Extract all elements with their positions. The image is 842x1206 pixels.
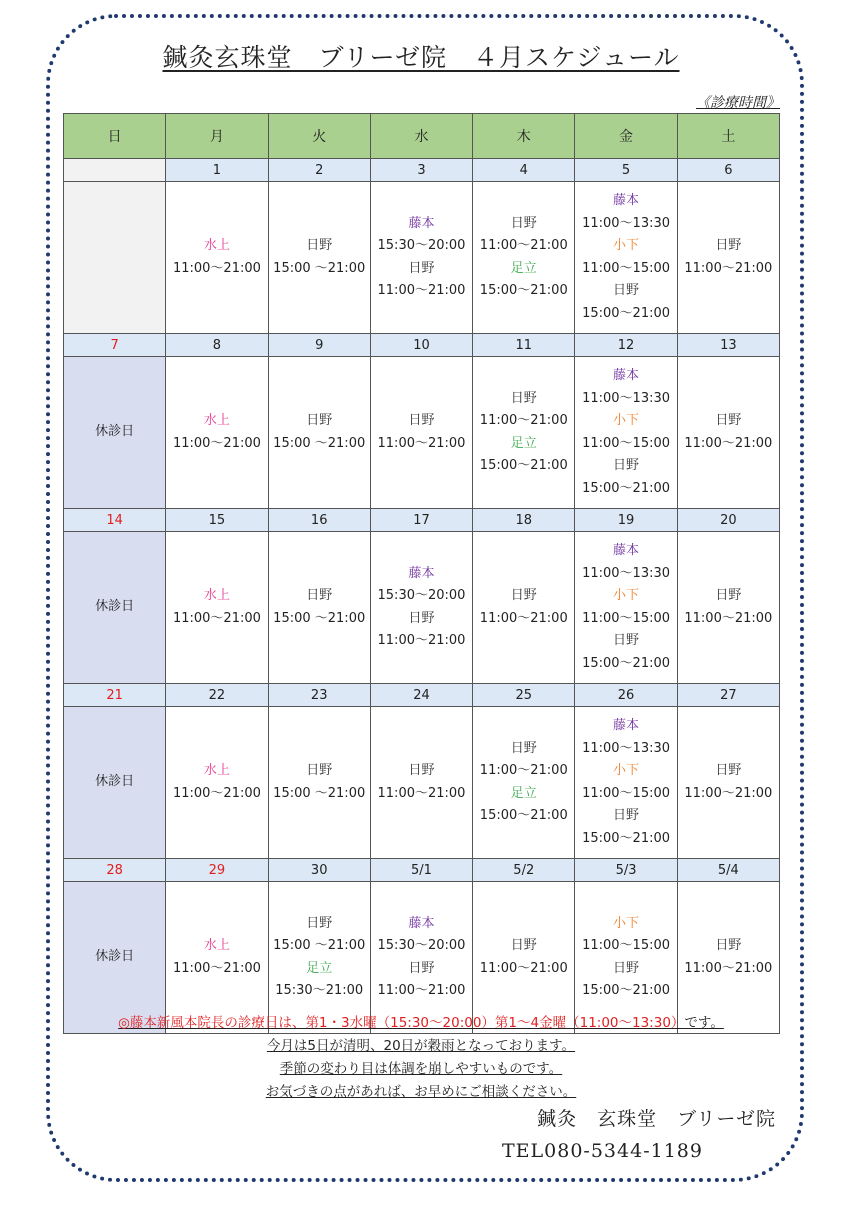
schedule-cell xyxy=(64,707,166,859)
practitioner-name: 日野 xyxy=(715,413,742,428)
practitioner-name: 日野 xyxy=(306,413,333,428)
notes xyxy=(0,1012,842,1104)
note-lead: ◎藤本新風本院長の診療日は、 xyxy=(118,1015,306,1031)
schedule-cell xyxy=(473,882,575,1034)
date-cell: 27 xyxy=(677,684,779,707)
practitioner-name: 足立 xyxy=(510,785,537,801)
practitioner-name: 日野 xyxy=(510,740,537,756)
schedule-cell xyxy=(473,357,575,509)
practice-time: 11:00～21:00 xyxy=(479,238,568,253)
practitioner-name: 日野 xyxy=(306,763,333,778)
practice-time: 11:00～15:00 xyxy=(582,785,671,801)
practice-time: 11:00～21:00 xyxy=(684,435,773,451)
practice-time: 11:00～21:00 xyxy=(172,435,261,451)
schedule-cell xyxy=(575,182,677,334)
schedule-cell xyxy=(64,357,166,509)
practitioner-name: 日野 xyxy=(613,808,640,823)
schedule-cell xyxy=(166,182,268,334)
schedule-cell xyxy=(473,182,575,334)
note-schedule: 第1・3水曜（15:30～20:00）第1～4金曜（11:00～13:30） xyxy=(305,1015,685,1031)
schedule-table xyxy=(63,113,780,1034)
practice-time: 11:00～15:00 xyxy=(582,610,671,626)
date-cell: 4 xyxy=(473,159,575,182)
date-row xyxy=(64,509,780,532)
practitioner-name: 日野 xyxy=(510,390,537,406)
date-cell: 18 xyxy=(473,509,575,532)
schedule-cell xyxy=(575,882,677,1034)
practice-time: 15:00～21:00 xyxy=(582,983,671,998)
practice-time: 11:00～21:00 xyxy=(479,763,568,778)
schedule-cell xyxy=(268,182,370,334)
schedule-cell xyxy=(268,707,370,859)
date-cell: 5/1 xyxy=(370,859,472,882)
date-cell: 23 xyxy=(268,684,370,707)
schedule-cell xyxy=(166,882,268,1034)
practice-time: 15:00～21:00 xyxy=(479,458,568,473)
practice-time: 15:00 ～21:00 xyxy=(273,260,366,276)
practice-time: 15:00 ～21:00 xyxy=(273,435,366,451)
practice-time: 15:30～20:00 xyxy=(377,938,466,953)
practice-time: 15:30～21:00 xyxy=(275,983,364,998)
practitioner-name: 日野 xyxy=(613,458,640,473)
practitioner-name: 藤本 xyxy=(408,565,435,581)
practice-time: 15:00～21:00 xyxy=(582,480,671,496)
telephone: TEL080-5344-1189 xyxy=(502,1140,703,1162)
schedule-cell xyxy=(677,882,779,1034)
practitioner-name: 日野 xyxy=(408,413,435,428)
practitioner-name: 日野 xyxy=(510,938,537,953)
closed-label: 休診日 xyxy=(95,774,135,790)
weekday-header: 日 xyxy=(64,114,166,159)
date-cell: 7 xyxy=(64,334,166,357)
schedule-cell xyxy=(575,357,677,509)
practice-time: 11:00～13:30 xyxy=(582,390,671,406)
date-cell: 22 xyxy=(166,684,268,707)
practitioner-name: 水上 xyxy=(203,413,230,428)
weekday-header: 火 xyxy=(268,114,370,159)
schedule-cell xyxy=(64,532,166,684)
closed-label: 休診日 xyxy=(95,599,135,615)
schedule-row xyxy=(64,182,780,334)
schedule-row xyxy=(64,532,780,684)
date-cell: 1 xyxy=(166,159,268,182)
weekday-header: 土 xyxy=(677,114,779,159)
practice-time: 11:00～21:00 xyxy=(377,785,466,801)
schedule-cell xyxy=(64,882,166,1034)
date-cell xyxy=(64,159,166,182)
practice-time: 11:00～15:00 xyxy=(582,260,671,276)
date-row xyxy=(64,859,780,882)
date-cell: 13 xyxy=(677,334,779,357)
date-cell: 26 xyxy=(575,684,677,707)
schedule-cell xyxy=(268,532,370,684)
practice-time: 15:30～20:00 xyxy=(377,588,466,603)
practitioner-name: 藤本 xyxy=(408,915,435,931)
practice-time: 11:00～21:00 xyxy=(684,260,773,276)
schedule-cell xyxy=(166,532,268,684)
date-cell: 29 xyxy=(166,859,268,882)
schedule-cell xyxy=(677,532,779,684)
clinic-signature: 鍼灸 玄珠堂 ブリーゼ院 xyxy=(537,1108,776,1130)
weekday-header: 水 xyxy=(370,114,472,159)
practice-time: 11:00～13:30 xyxy=(582,565,671,581)
practice-time: 11:00～21:00 xyxy=(377,283,466,298)
date-cell: 8 xyxy=(166,334,268,357)
practice-time: 15:30～20:00 xyxy=(377,238,466,253)
schedule-cell xyxy=(268,882,370,1034)
practice-time: 15:00 ～21:00 xyxy=(273,610,366,626)
practitioner-name: 日野 xyxy=(510,588,537,603)
practitioner-name: 日野 xyxy=(408,763,435,778)
schedule-cell xyxy=(473,532,575,684)
schedule-row xyxy=(64,357,780,509)
practice-time: 11:00～13:30 xyxy=(582,740,671,756)
date-cell: 5 xyxy=(575,159,677,182)
date-cell: 25 xyxy=(473,684,575,707)
practitioner-name: 小下 xyxy=(613,915,640,931)
practitioner-name: 日野 xyxy=(715,238,742,253)
schedule-cell xyxy=(677,707,779,859)
practice-time: 11:00～21:00 xyxy=(377,435,466,451)
note-line-3: 季節の変わり目は体調を崩しやすいものです。 xyxy=(279,1061,563,1077)
schedule-cell xyxy=(575,707,677,859)
practice-time: 11:00～21:00 xyxy=(172,960,261,976)
note-line-2: 今月は5日が清明、20日が穀雨となっております。 xyxy=(266,1038,576,1054)
practitioner-name: 藤本 xyxy=(613,718,640,733)
closed-label: 休診日 xyxy=(95,949,135,965)
schedule-row xyxy=(64,707,780,859)
practice-time: 15:00～21:00 xyxy=(479,808,568,823)
date-cell: 10 xyxy=(370,334,472,357)
practitioner-name: 小下 xyxy=(613,413,640,428)
practitioner-name: 小下 xyxy=(613,588,640,603)
date-cell: 30 xyxy=(268,859,370,882)
schedule-row xyxy=(64,882,780,1034)
weekday-header: 月 xyxy=(166,114,268,159)
practitioner-name: 日野 xyxy=(408,960,435,976)
practitioner-name: 日野 xyxy=(510,215,537,231)
practitioner-name: 藤本 xyxy=(613,543,640,558)
practice-time: 15:00～21:00 xyxy=(479,283,568,298)
closed-label: 休診日 xyxy=(95,424,135,440)
schedule-cell xyxy=(370,532,472,684)
practitioner-name: 足立 xyxy=(306,960,333,976)
date-cell: 19 xyxy=(575,509,677,532)
date-cell: 28 xyxy=(64,859,166,882)
weekday-header: 金 xyxy=(575,114,677,159)
date-cell: 11 xyxy=(473,334,575,357)
practitioner-name: 水上 xyxy=(203,938,230,953)
practitioner-name: 足立 xyxy=(510,435,537,451)
hours-label: 《診療時間》 xyxy=(696,95,780,111)
schedule-cell xyxy=(268,357,370,509)
practice-time: 15:00 ～21:00 xyxy=(273,785,366,801)
date-cell: 24 xyxy=(370,684,472,707)
practitioner-name: 藤本 xyxy=(408,215,435,231)
practitioner-name: 水上 xyxy=(203,763,230,778)
date-row xyxy=(64,159,780,182)
practitioner-name: 日野 xyxy=(715,938,742,953)
practice-time: 11:00～15:00 xyxy=(582,435,671,451)
practitioner-name: 日野 xyxy=(408,260,435,276)
practitioner-name: 日野 xyxy=(715,588,742,603)
practice-time: 15:00～21:00 xyxy=(582,305,671,321)
date-row xyxy=(64,684,780,707)
schedule-cell xyxy=(473,707,575,859)
practitioner-name: 足立 xyxy=(510,260,537,276)
schedule-cell xyxy=(677,182,779,334)
date-cell: 6 xyxy=(677,159,779,182)
date-cell: 16 xyxy=(268,509,370,532)
practitioner-name: 日野 xyxy=(306,588,333,603)
practitioner-name: 小下 xyxy=(613,238,640,253)
practitioner-name: 日野 xyxy=(306,915,333,931)
weekday-header: 木 xyxy=(473,114,575,159)
date-cell: 5/3 xyxy=(575,859,677,882)
practice-time: 11:00～21:00 xyxy=(479,960,568,976)
schedule-cell xyxy=(575,532,677,684)
date-cell: 14 xyxy=(64,509,166,532)
note-end: です。 xyxy=(684,1015,724,1031)
schedule-cell xyxy=(370,707,472,859)
note-line-1 xyxy=(0,1012,842,1035)
practice-time: 11:00～21:00 xyxy=(479,610,568,626)
date-cell: 9 xyxy=(268,334,370,357)
practitioner-name: 日野 xyxy=(408,610,435,626)
practitioner-name: 日野 xyxy=(613,960,640,976)
date-cell: 21 xyxy=(64,684,166,707)
date-cell: 17 xyxy=(370,509,472,532)
practice-time: 11:00～21:00 xyxy=(684,610,773,626)
date-cell: 2 xyxy=(268,159,370,182)
practitioner-name: 小下 xyxy=(613,763,640,778)
practitioner-name: 藤本 xyxy=(613,368,640,383)
practitioner-name: 水上 xyxy=(203,588,230,603)
practice-time: 11:00～21:00 xyxy=(684,960,773,976)
schedule-cell xyxy=(370,882,472,1034)
practitioner-name: 日野 xyxy=(306,238,333,253)
date-cell: 20 xyxy=(677,509,779,532)
date-cell: 5/4 xyxy=(677,859,779,882)
schedule-cell xyxy=(166,357,268,509)
note-line-4: お気づきの点があれば、お早めにご相談ください。 xyxy=(265,1084,577,1100)
practice-time: 15:00～21:00 xyxy=(582,830,671,846)
practice-time: 15:00 ～21:00 xyxy=(273,938,366,953)
practice-time: 11:00～21:00 xyxy=(172,260,261,276)
practitioner-name: 日野 xyxy=(613,633,640,648)
practice-time: 11:00～21:00 xyxy=(684,785,773,801)
date-cell: 3 xyxy=(370,159,472,182)
practice-time: 11:00～21:00 xyxy=(479,413,568,428)
date-cell: 12 xyxy=(575,334,677,357)
practitioner-name: 日野 xyxy=(613,283,640,298)
schedule-cell xyxy=(370,182,472,334)
practice-time: 11:00～21:00 xyxy=(172,610,261,626)
date-row xyxy=(64,334,780,357)
practitioner-name: 藤本 xyxy=(613,193,640,208)
practice-time: 11:00～21:00 xyxy=(377,983,466,998)
date-cell: 15 xyxy=(166,509,268,532)
schedule-cell xyxy=(370,357,472,509)
date-cell: 5/2 xyxy=(473,859,575,882)
schedule-cell xyxy=(677,357,779,509)
practice-time: 11:00～21:00 xyxy=(377,633,466,648)
schedule-cell xyxy=(166,707,268,859)
practice-time: 11:00～15:00 xyxy=(582,938,671,953)
practice-time: 11:00～13:30 xyxy=(582,215,671,231)
practice-time: 15:00～21:00 xyxy=(582,655,671,671)
practice-time: 11:00～21:00 xyxy=(172,785,261,801)
page-title: 鍼灸玄珠堂 ブリーゼ院 ４月スケジュール xyxy=(162,43,680,72)
practitioner-name: 水上 xyxy=(203,238,230,253)
practitioner-name: 日野 xyxy=(715,763,742,778)
schedule-cell xyxy=(64,182,166,334)
